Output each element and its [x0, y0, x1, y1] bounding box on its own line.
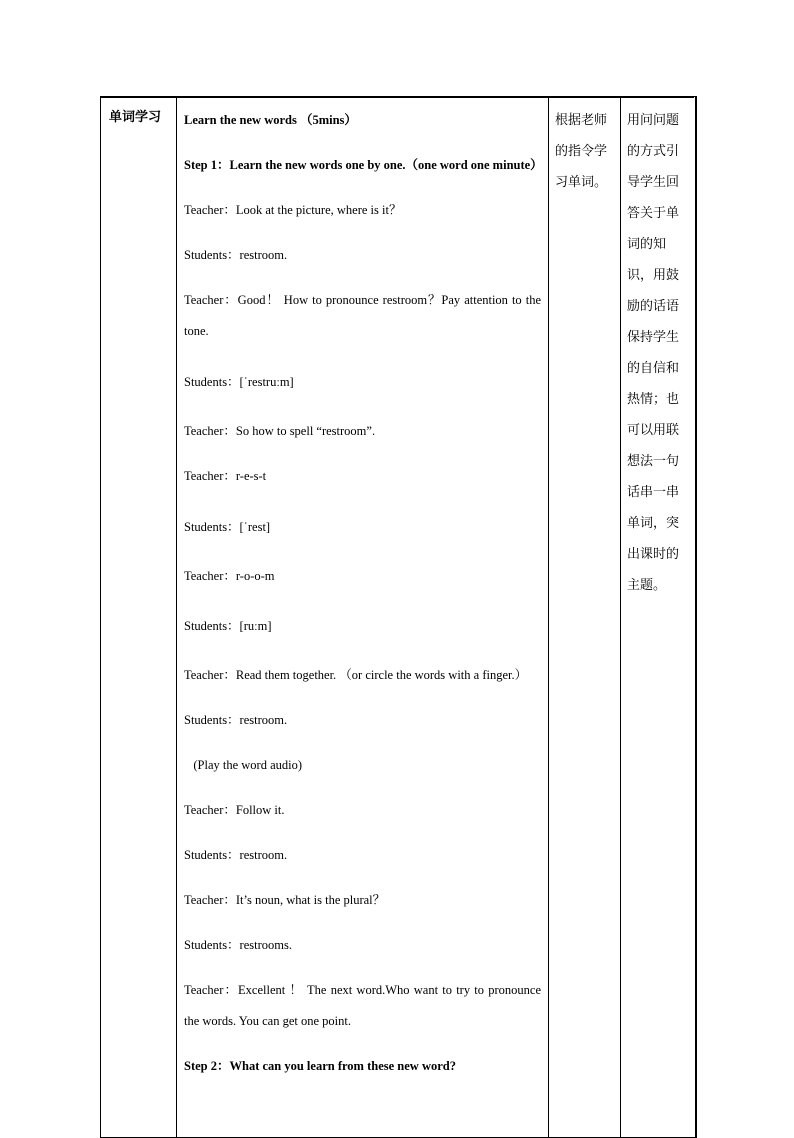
- table-row: [101, 97, 697, 1138]
- dialogue-line: Students：restroom.: [184, 713, 288, 727]
- category-label: 单词学习: [109, 110, 162, 125]
- category-cell: [101, 97, 177, 1138]
- design-intent-text: 用问问题的方式引导学生回答关于单词的知识，用鼓励的话语保持学生的自信和热情；也可以用联想法一句话串一串单词，突出课时的主题。: [627, 113, 680, 593]
- content-cell: [177, 97, 549, 1138]
- dialogue-line: Teacher：Follow it.: [184, 803, 285, 817]
- section-title: Learn the new words （5mins）: [184, 113, 357, 127]
- step2-heading: Step 2：What can you learn from these new word?: [184, 1059, 456, 1073]
- design-intent-cell: [621, 97, 697, 1138]
- dialogue-line: Teacher：It’s noun, what is the plural？: [184, 893, 386, 907]
- dialogue-line: Teacher：Read them together. （or circle the words with a finger.）: [184, 668, 528, 682]
- dialogue-line: Students：[ˈrestruːm]: [184, 375, 294, 389]
- dialogue-line: Students：[ˈrest]: [184, 520, 271, 534]
- lesson-plan-table: [100, 96, 697, 1138]
- dialogue-line: Teacher：Good！ How to pronounce restroom？Pay attention to the tone.: [184, 293, 541, 338]
- dialogue-line: Teacher：r-o-o-m: [184, 569, 275, 583]
- step1-heading: Step 1：Learn the new words one by one.（one word one minute）: [184, 158, 543, 172]
- dialogue-line: (Play the word audio): [184, 758, 303, 772]
- dialogue-line: Students：restrooms.: [184, 938, 292, 952]
- teaching-content: [177, 97, 548, 1082]
- dialogue-line: Students：restroom.: [184, 248, 288, 262]
- dialogue-line: Teacher：r-e-s-t: [184, 469, 267, 483]
- student-activity-cell: [549, 97, 621, 1138]
- dialogue-line: Students：[ruːm]: [184, 619, 272, 633]
- dialogue-line: Teacher：Look at the picture, where is it？: [184, 203, 402, 217]
- dialogue-line: Students：restroom.: [184, 848, 288, 862]
- student-activity-text: 根据老师的指令学习单词。: [555, 113, 608, 190]
- table-top-border: [100, 96, 694, 98]
- dialogue-line: Teacher：So how to spell “restroom”.: [184, 424, 376, 438]
- dialogue-line: Teacher：Excellent ！ The next word.Who want to try to pronounce the words. You can get one point.: [184, 983, 541, 1028]
